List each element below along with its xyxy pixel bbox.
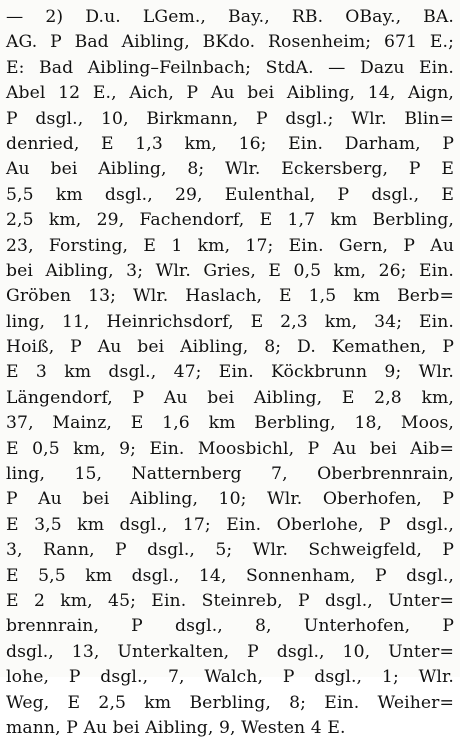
text-line: ling, 15, Natternberg 7, Oberbrennrain, [6,464,454,485]
text-line: Längendorf, P Au bei Aibling, E 2,8 km, [6,387,454,408]
text-line: P dsgl., 10, Birkmann, P dsgl.; Wlr. Blin= [6,108,454,129]
text-line: E: Bad Aibling–Feilnbach; StdA. — Dazu Ein. [6,57,454,78]
text-line: Abel 12 E., Aich, P Au bei Aibling, 14, Aign, [6,83,454,104]
text-line: E 5,5 km dsgl., 14, Sonnenham, P dsgl., [6,565,454,586]
text-line: brennrain, P dsgl., 8, Unterhofen, P [6,616,454,637]
text-line: mann, P Au bei Aibling, 9, Westen 4 E. [6,717,346,738]
text-line: E 0,5 km, 9; Ein. Moosbichl, P Au bei Aib= [6,438,454,459]
text-line: 2,5 km, 29, Fachendorf, E 1,7 km Berbling, [6,210,454,231]
text-line: dsgl., 13, Unterkalten, P dsgl., 10, Unter= [6,641,454,662]
text-line: 37, Mainz, E 1,6 km Berbling, 18, Moos, [6,413,454,434]
text-line: Hoiß, P Au bei Aibling, 8; D. Kemathen, P [6,337,454,358]
text-line: AG. P Bad Aibling, BKdo. Rosenheim; 671 E.; [6,32,454,53]
text-line: E 2 km, 45; Ein. Steinreb, P dsgl., Unter= [6,590,454,611]
text-line: denried, E 1,3 km, 16; Ein. Darham, P [6,133,454,154]
text-line: E 3,5 km dsgl., 17; Ein. Oberlohe, P dsgl., [6,514,454,535]
text-line: Gröben 13; Wlr. Haslach, E 1,5 km Berb= [6,286,454,307]
text-line: E 3 km dsgl., 47; Ein. Köckbrunn 9; Wlr. [6,362,454,383]
text-line: 3, Rann, P dsgl., 5; Wlr. Schweigfeld, P [6,540,454,561]
text-line: 5,5 km dsgl., 29, Eulenthal, P dsgl., E [6,184,454,205]
text-line: — 2) D.u. LGem., Bay., RB. OBay., BA. [6,7,454,27]
text-line: ling, 11, Heinrichsdorf, E 2,3 km, 34; Ein. [6,311,454,332]
text-line: lohe, P dsgl., 7, Walch, P dsgl., 1; Wlr. [6,667,454,688]
text-line: 23, Forsting, E 1 km, 17; Ein. Gern, P Au [6,235,454,256]
text-line: Weg, E 2,5 km Berbling, 8; Ein. Weiher= [6,692,454,713]
gazetteer-entry [6,5,454,741]
text-line: P Au bei Aibling, 10; Wlr. Oberhofen, P [6,489,454,510]
text-line: bei Aibling, 3; Wlr. Gries, E 0,5 km, 26; Ein. [6,260,454,281]
text-line: Au bei Aibling, 8; Wlr. Eckersberg, P E [6,159,454,180]
